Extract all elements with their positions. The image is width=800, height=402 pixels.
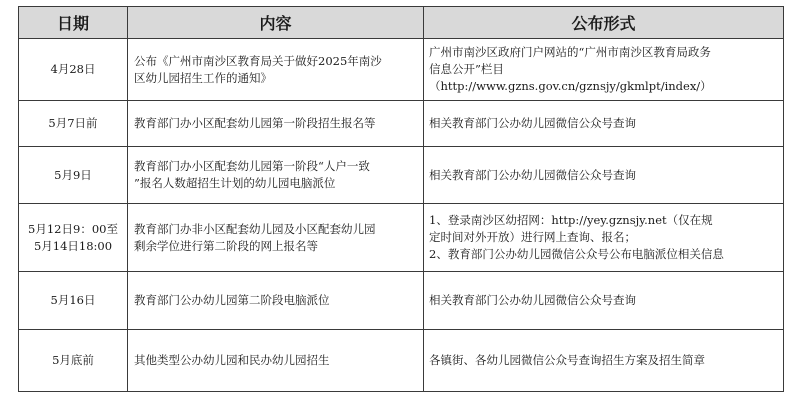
- date-text: 5月7日前: [48, 116, 98, 130]
- publish-form-text: 定时间对外开放）进行网上查询、报名；: [429, 230, 636, 244]
- date-text: 5月底前: [52, 353, 94, 367]
- publish-form-cell: [424, 272, 784, 330]
- content-cell: [128, 39, 424, 101]
- publish-form-cell: [424, 39, 784, 101]
- publish-form-cell: [424, 330, 784, 392]
- content-text: 剩余学位进行第二阶段的网上报名等: [134, 238, 318, 253]
- content-cell: [128, 330, 424, 392]
- date-cell: [19, 101, 128, 147]
- table-row: [19, 330, 784, 392]
- content-cell: [128, 204, 424, 272]
- date-cell: [19, 330, 128, 392]
- content-text: 教育部门办小区配套幼儿园第一阶段“人户一致: [134, 159, 370, 173]
- publish-form-text: 相关教育部门公办幼儿园微信公众号查询: [429, 293, 636, 307]
- table-header-row: [19, 7, 784, 39]
- publish-form-text: 2、教育部门公办幼儿园微信公众号公布电脑派位相关信息: [429, 247, 724, 261]
- table-row: [19, 147, 784, 204]
- date-text: 5月12日9：00至: [28, 221, 118, 236]
- content-text: 其他类型公办幼儿园和民办幼儿园招生: [134, 353, 330, 367]
- date-text: 5月9日: [54, 167, 92, 182]
- table-row: [19, 101, 784, 147]
- content-text: 区幼儿园招生工作的通知》: [134, 70, 272, 85]
- publish-form-text: 相关教育部门公办幼儿园微信公众号查询: [429, 167, 636, 182]
- publish-form-text: 1、登录南沙区幼招网：http://yey.gznsjy.net（仅在规: [429, 213, 713, 227]
- date-cell: [19, 39, 128, 101]
- publish-form-text: 广州市南沙区政府门户网站的“广州市南沙区教育局政务: [429, 45, 711, 59]
- date-text: 5月16日: [50, 293, 96, 307]
- table-row: [19, 204, 784, 272]
- date-text: 4月28日: [50, 62, 96, 76]
- publish-form-text: 信息公开”栏目: [429, 62, 504, 76]
- publish-form-text: 各镇街、各幼儿园微信公众号查询招生方案及招生简章: [429, 353, 705, 367]
- header-publish-form: 公布形式: [424, 7, 784, 39]
- content-cell: [128, 147, 424, 204]
- publish-form-cell: [424, 204, 784, 272]
- publish-form-cell: [424, 147, 784, 204]
- content-text: 公布《广州市南沙区教育局关于做好2025年南沙: [134, 53, 382, 68]
- date-cell: [19, 272, 128, 330]
- date-cell: [19, 147, 128, 204]
- content-text: 教育部门公办幼儿园第二阶段电脑派位: [134, 293, 330, 307]
- date-cell: [19, 204, 128, 272]
- content-cell: [128, 272, 424, 330]
- schedule-table: [18, 6, 784, 392]
- content-text: ”报名人数超招生计划的幼儿园电脑派位: [134, 176, 336, 190]
- content-text: 教育部门办非小区配套幼儿园及小区配套幼儿园: [134, 221, 376, 236]
- table-row: [19, 39, 784, 101]
- header-content: 内容: [128, 7, 424, 39]
- table-row: [19, 272, 784, 330]
- content-text: 教育部门办小区配套幼儿园第一阶段招生报名等: [134, 116, 376, 130]
- content-cell: [128, 101, 424, 147]
- publish-form-cell: [424, 101, 784, 147]
- publish-form-text: （http://www.gzns.gov.cn/gznsjy/gkmlpt/index/）: [429, 79, 712, 93]
- publish-form-text: 相关教育部门公办幼儿园微信公众号查询: [429, 116, 636, 130]
- header-date: 日期: [19, 7, 128, 39]
- date-text: 5月14日18:00: [33, 238, 113, 253]
